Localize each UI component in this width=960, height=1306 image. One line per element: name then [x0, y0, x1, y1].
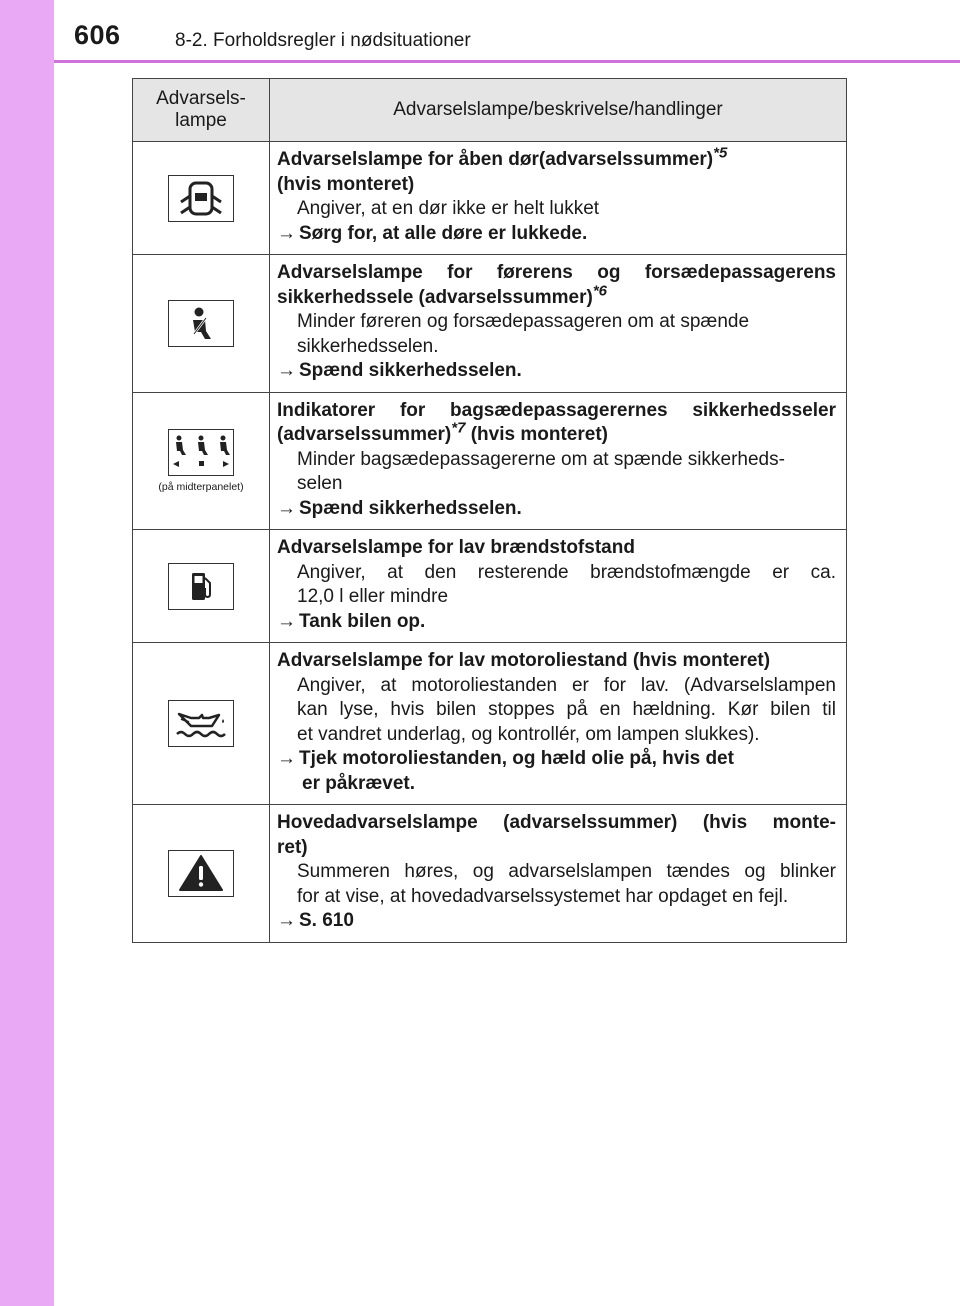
description-cell: [270, 805, 847, 943]
lamp-action-cont: er påkrævet.: [302, 772, 416, 794]
header-rule: [54, 60, 960, 63]
seatbelt-icon: [168, 300, 234, 347]
description-cell: [270, 530, 847, 643]
lamp-description: Angiver, at en dør ikke er helt lukket: [297, 198, 600, 219]
fuel-pump-icon: [168, 563, 234, 610]
table-header-row: [133, 79, 847, 142]
table-row: [133, 392, 847, 530]
lamp-title-cont: ret): [277, 836, 308, 858]
table-row: [133, 530, 847, 643]
lamp-title: Advarselslampe for førerens og forsædepassagerens: [277, 262, 836, 283]
lamp-title-cont: sikkerhedssele (advarselssummer)$^{*6}$: [277, 282, 607, 308]
lamp-description: Summeren høres, og advarselslampen tændes og blinker: [297, 861, 836, 882]
lamp-action: → Spænd sikkerhedsselen.: [277, 497, 836, 522]
table-row: [133, 255, 847, 393]
lamp-description: Angiver, at motoroliestanden er for lav. (Advarselslampen: [297, 674, 836, 696]
lamp-cell: [133, 255, 270, 393]
oil-can-icon: [168, 700, 234, 747]
lamp-description-cont: selen: [297, 473, 343, 494]
lamp-description-cont: et vandret underlag, og kontrollér, om lampen slukkes).: [297, 723, 760, 745]
description-cell: [270, 643, 847, 805]
lamp-description-cont: 12,0 l eller mindre: [297, 586, 449, 607]
description-cell: [270, 255, 847, 393]
column-header-lamp: Advarsels- lampe: [133, 79, 270, 142]
lamp-title: Hovedadvarselslampe (advarselssummer) (hvis monte-: [277, 812, 836, 833]
lamp-cell: [133, 643, 270, 805]
lamp-title: Advarselslampe for åben dør(advarselssummer)$^{*5}$: [277, 144, 728, 170]
chapter-color-band: [0, 0, 54, 1306]
lamp-title: Advarselslampe for lav brændstofstand: [277, 537, 635, 558]
lamp-cell: [133, 530, 270, 643]
lamp-title-cont: (hvis monteret): [277, 173, 415, 195]
lamp-description-cont: for at vise, at hovedadvarselssystemet har opdaget en fejl.: [297, 885, 789, 907]
warning-triangle-icon: [168, 850, 234, 897]
arrow-icon: →: [277, 497, 296, 519]
lamp-title-cont: (advarselssummer)$^{*7}$ (hvis monteret): [277, 419, 608, 445]
chapter-title: 8-2. Forholdsregler i nødsituationer: [175, 30, 471, 51]
lamp-cell: [133, 142, 270, 255]
arrow-icon: →: [277, 360, 296, 381]
lamp-action: → Spænd sikkerhedsselen.: [277, 359, 836, 384]
lamp-description: Angiver, at den resterende brændstofmængde er ca.: [297, 561, 836, 583]
lamp-title: Advarselslampe for lav motoroliestand (hvis monteret): [277, 650, 771, 671]
page-number: 606: [74, 20, 121, 50]
table-row: [133, 643, 847, 805]
arrow-icon: →: [277, 610, 296, 632]
door-open-icon: [168, 175, 234, 222]
table-row: [133, 805, 847, 943]
description-cell: [270, 392, 847, 530]
lamp-description: Minder føreren og forsædepassageren om at spænde: [297, 311, 750, 332]
lamp-cell: [133, 392, 270, 530]
lamp-action: → Tjek motoroliestanden, og hæld olie på, hvis det: [277, 747, 836, 772]
lamp-title: Indikatorer for bagsædepassagerernes sikkerhedsseler: [277, 399, 836, 421]
lamp-description: Minder bagsædepassagererne om at spænde sikkerheds-: [297, 448, 785, 470]
lamp-cell: [133, 805, 270, 943]
lamp-action: → Tank bilen op.: [277, 610, 836, 635]
lamp-action: → S. 610: [277, 909, 836, 934]
column-header-description: Advarselslampe/beskrivelse/handlinger: [270, 79, 847, 142]
arrow-icon: →: [277, 748, 296, 769]
table-row: [133, 142, 847, 255]
arrow-icon: →: [277, 222, 296, 244]
lamp-location-note: (på midterpanelet): [158, 480, 244, 493]
lamp-action: → Sørg for, at alle døre er lukkede.: [277, 222, 836, 247]
lamp-description-cont: sikkerhedsselen.: [297, 335, 439, 357]
arrow-icon: →: [277, 910, 296, 931]
warning-lamp-table: [132, 78, 847, 943]
description-cell: [270, 142, 847, 255]
rear-seatbelt-icon: [168, 429, 234, 476]
lamp-description-cont: kan lyse, hvis bilen stoppes på en hældning. Kør bilen til: [297, 699, 836, 720]
